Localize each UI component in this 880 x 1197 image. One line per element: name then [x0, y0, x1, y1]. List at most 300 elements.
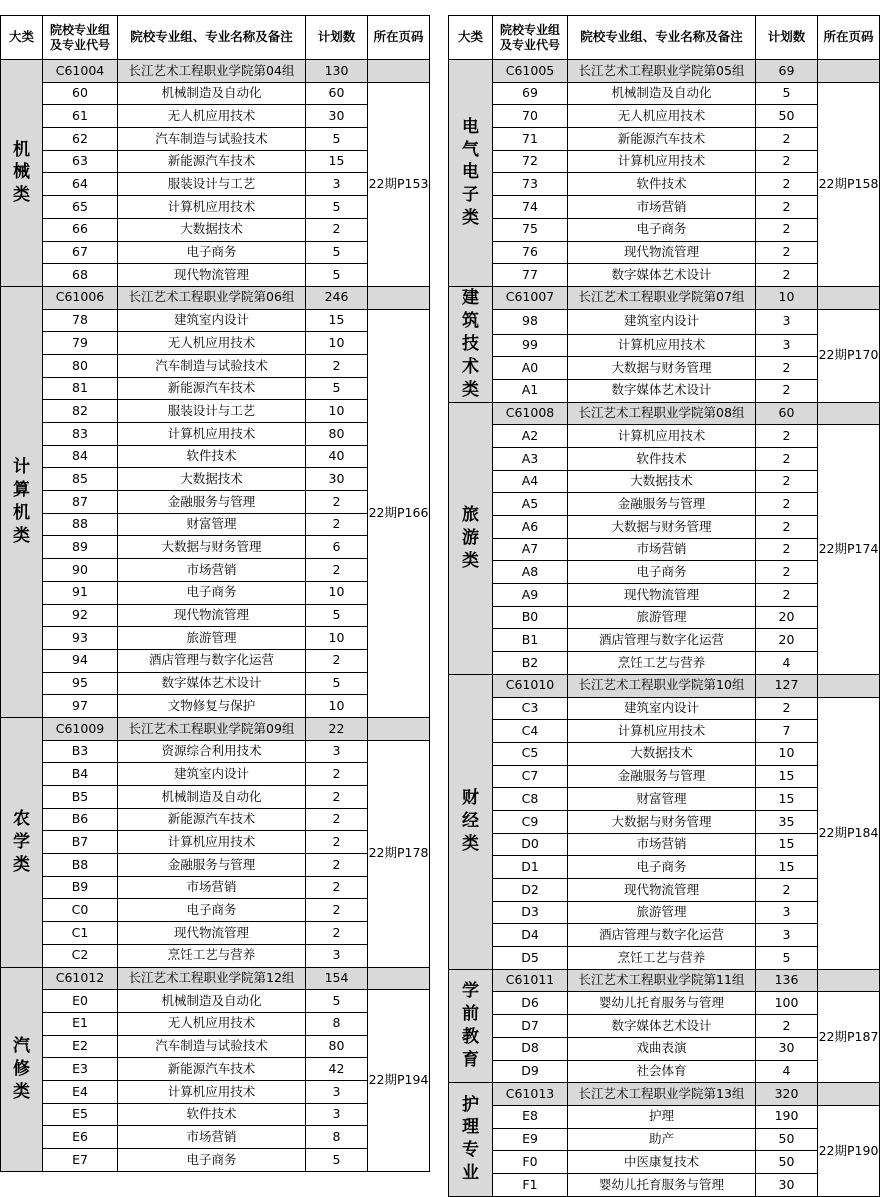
header-plan: 计划数 — [756, 16, 818, 60]
major-code: 92 — [43, 604, 118, 627]
table-row — [1, 105, 430, 128]
header-category: 大类 — [1, 16, 43, 60]
major-code: 76 — [493, 241, 568, 264]
table-row — [449, 765, 880, 788]
table-row — [1, 468, 430, 491]
major-name: 金融服务与管理 — [118, 854, 306, 877]
major-code: E1 — [43, 1012, 118, 1035]
major-name: 软件技术 — [568, 173, 756, 196]
major-name: 电子商务 — [568, 856, 756, 879]
major-plan: 2 — [756, 425, 818, 448]
table-row — [1, 581, 430, 604]
table-row — [1, 740, 430, 763]
major-name: 烹饪工艺与营养 — [568, 652, 756, 675]
major-name: 电子商务 — [118, 241, 306, 264]
category-char: 类 — [462, 550, 479, 571]
major-plan: 6 — [306, 536, 368, 559]
table-row — [1, 536, 430, 559]
header-group-code — [43, 16, 118, 60]
major-name: 新能源汽车技术 — [118, 808, 306, 831]
group-page-spacer — [818, 286, 880, 309]
table-row — [449, 561, 880, 584]
major-name: 服装设计与工艺 — [118, 173, 306, 196]
table-row — [1, 922, 430, 945]
table-row — [1, 672, 430, 695]
category-char: 机 — [13, 502, 30, 523]
group-row — [449, 674, 880, 697]
major-plan: 5 — [306, 377, 368, 400]
major-name: 电子商务 — [118, 1149, 306, 1172]
major-code: E9 — [493, 1128, 568, 1151]
table-row — [449, 810, 880, 833]
major-code: 91 — [43, 581, 118, 604]
major-name: 计算机应用技术 — [568, 150, 756, 173]
major-name: 财富管理 — [118, 513, 306, 536]
table-row — [449, 1151, 880, 1174]
header-row — [1, 16, 430, 60]
major-code: E6 — [43, 1126, 118, 1149]
table-row — [449, 606, 880, 629]
table-row — [449, 309, 880, 334]
table-row — [449, 1128, 880, 1151]
table-row — [1, 264, 430, 287]
major-name: 新能源汽车技术 — [118, 377, 306, 400]
group-plan: 136 — [756, 969, 818, 992]
header-group-code-line1: 院校专业组 — [499, 22, 560, 37]
major-plan: 5 — [306, 264, 368, 287]
major-name: 现代物流管理 — [568, 879, 756, 902]
major-plan: 50 — [756, 1151, 818, 1174]
group-name: 长江艺术工程职业学院第13组 — [568, 1083, 756, 1106]
major-plan: 4 — [756, 1060, 818, 1083]
category-cell — [449, 1083, 493, 1196]
major-name: 计算机应用技术 — [568, 334, 756, 357]
major-code: 70 — [493, 105, 568, 128]
major-code: B7 — [43, 831, 118, 854]
table-row — [449, 833, 880, 856]
page-reference: 22期P174 — [818, 425, 880, 675]
major-name: 计算机应用技术 — [118, 196, 306, 219]
table-row — [449, 105, 880, 128]
category-char: 业 — [462, 1163, 479, 1184]
major-code: B8 — [43, 854, 118, 877]
major-plan: 5 — [306, 128, 368, 151]
major-code: 89 — [43, 536, 118, 559]
table-row — [449, 1015, 880, 1038]
right-table-body — [449, 60, 880, 1197]
major-plan: 4 — [756, 652, 818, 675]
category-char: 游 — [462, 527, 479, 548]
major-name: 机械制造及自动化 — [118, 990, 306, 1013]
major-name: 新能源汽车技术 — [118, 150, 306, 173]
major-plan: 5 — [306, 990, 368, 1013]
major-name: 旅游管理 — [568, 606, 756, 629]
major-name: 电子商务 — [568, 218, 756, 241]
major-plan: 2 — [306, 649, 368, 672]
table-row — [449, 924, 880, 947]
category-cell — [449, 674, 493, 969]
table-row — [449, 470, 880, 493]
major-name: 建筑室内设计 — [118, 763, 306, 786]
category-char: 计 — [13, 457, 30, 478]
major-code: A0 — [493, 357, 568, 380]
major-plan: 80 — [306, 423, 368, 446]
major-plan: 2 — [756, 150, 818, 173]
major-name: 无人机应用技术 — [118, 332, 306, 355]
major-name: 市场营销 — [118, 1126, 306, 1149]
major-name: 现代物流管理 — [118, 922, 306, 945]
major-code: 75 — [493, 218, 568, 241]
group-page-spacer — [368, 286, 430, 309]
table-row — [1, 241, 430, 264]
major-code: 62 — [43, 128, 118, 151]
category-char: 筑 — [462, 310, 479, 331]
group-page-spacer — [818, 1083, 880, 1106]
major-plan: 15 — [306, 309, 368, 332]
category-char: 气 — [462, 139, 479, 160]
major-code: C4 — [493, 720, 568, 743]
table-row — [1, 332, 430, 355]
major-plan: 2 — [306, 786, 368, 809]
major-name: 酒店管理与数字化运营 — [568, 924, 756, 947]
table-row — [449, 128, 880, 151]
major-name: 汽车制造与试验技术 — [118, 128, 306, 151]
major-code: A6 — [493, 516, 568, 539]
major-name: 新能源汽车技术 — [118, 1058, 306, 1081]
table-row — [449, 720, 880, 743]
major-code: 63 — [43, 150, 118, 173]
major-name: 烹饪工艺与营养 — [118, 944, 306, 967]
table-row — [449, 1173, 880, 1196]
major-name: 酒店管理与数字化运营 — [118, 649, 306, 672]
major-plan: 2 — [756, 516, 818, 539]
table-row — [449, 516, 880, 539]
category-char: 财 — [462, 788, 479, 809]
table-row — [449, 1037, 880, 1060]
header-group-code-line2: 及专业代号 — [499, 37, 560, 52]
group-plan: 130 — [306, 60, 368, 83]
category-char: 汽 — [13, 1035, 30, 1056]
group-code: C61012 — [43, 967, 118, 990]
group-code: C61004 — [43, 60, 118, 83]
page-reference: 22期P158 — [818, 82, 880, 286]
table-row — [1, 513, 430, 536]
major-plan: 2 — [756, 561, 818, 584]
major-plan: 50 — [756, 105, 818, 128]
group-plan: 10 — [756, 286, 818, 309]
major-plan: 2 — [306, 922, 368, 945]
table-row — [1, 150, 430, 173]
major-code: A1 — [493, 379, 568, 402]
table-row — [1, 876, 430, 899]
major-code: D4 — [493, 924, 568, 947]
major-plan: 2 — [756, 218, 818, 241]
major-code: D2 — [493, 879, 568, 902]
table-row — [1, 944, 430, 967]
major-code: F1 — [493, 1173, 568, 1196]
major-plan: 3 — [306, 1080, 368, 1103]
major-name: 婴幼儿托育服务与管理 — [568, 1173, 756, 1196]
table-row — [1, 786, 430, 809]
major-code: A4 — [493, 470, 568, 493]
table-row — [1, 1058, 430, 1081]
major-plan: 42 — [306, 1058, 368, 1081]
table-row — [1, 649, 430, 672]
table-row — [449, 652, 880, 675]
major-name: 戏曲表演 — [568, 1037, 756, 1060]
major-plan: 2 — [756, 584, 818, 607]
table-row — [1, 1035, 430, 1058]
group-name: 长江艺术工程职业学院第09组 — [118, 717, 306, 740]
major-plan: 3 — [756, 901, 818, 924]
group-name: 长江艺术工程职业学院第10组 — [568, 674, 756, 697]
table-row — [1, 1126, 430, 1149]
major-code: B6 — [43, 808, 118, 831]
major-code: B9 — [43, 876, 118, 899]
major-plan: 2 — [756, 196, 818, 219]
major-code: 64 — [43, 173, 118, 196]
major-name: 市场营销 — [568, 538, 756, 561]
table-row — [449, 697, 880, 720]
major-code: D1 — [493, 856, 568, 879]
table-row — [1, 899, 430, 922]
major-plan: 50 — [756, 1128, 818, 1151]
header-name: 院校专业组、专业名称及备注 — [118, 16, 306, 60]
major-code: E2 — [43, 1035, 118, 1058]
table-row — [449, 856, 880, 879]
major-plan: 3 — [306, 1103, 368, 1126]
major-code: 93 — [43, 627, 118, 650]
major-plan: 10 — [306, 627, 368, 650]
category-char: 类 — [13, 1081, 30, 1102]
table-row — [1, 491, 430, 514]
table-row — [449, 1060, 880, 1083]
major-plan: 15 — [756, 856, 818, 879]
category-char: 子 — [462, 185, 479, 206]
table-row — [1, 854, 430, 877]
group-page-spacer — [368, 60, 430, 83]
major-code: C3 — [493, 697, 568, 720]
major-plan: 5 — [306, 196, 368, 219]
group-row — [449, 1083, 880, 1106]
major-code: 81 — [43, 377, 118, 400]
major-plan: 60 — [306, 82, 368, 105]
major-code: 97 — [43, 695, 118, 718]
major-code: A5 — [493, 493, 568, 516]
major-code: 85 — [43, 468, 118, 491]
category-char: 前 — [462, 1004, 479, 1025]
major-name: 计算机应用技术 — [118, 1080, 306, 1103]
page-reference: 22期P187 — [818, 992, 880, 1083]
category-char: 类 — [13, 185, 30, 206]
major-code: 77 — [493, 264, 568, 287]
major-code: A7 — [493, 538, 568, 561]
category-char: 电 — [462, 116, 479, 137]
major-code: 88 — [43, 513, 118, 536]
group-row — [1, 967, 430, 990]
category-char: 经 — [462, 811, 479, 832]
major-plan: 30 — [756, 1037, 818, 1060]
major-name: 计算机应用技术 — [118, 423, 306, 446]
page-reference: 22期P166 — [368, 309, 430, 717]
major-name: 数字媒体艺术设计 — [568, 1015, 756, 1038]
major-plan: 2 — [756, 128, 818, 151]
table-row — [449, 264, 880, 287]
page-reference: 22期P178 — [368, 740, 430, 967]
group-row — [449, 286, 880, 309]
category-char: 类 — [462, 208, 479, 229]
group-name: 长江艺术工程职业学院第12组 — [118, 967, 306, 990]
group-page-spacer — [818, 674, 880, 697]
major-code: C2 — [43, 944, 118, 967]
table-row — [449, 447, 880, 470]
group-page-spacer — [368, 717, 430, 740]
major-name: 无人机应用技术 — [118, 1012, 306, 1035]
major-name: 电子商务 — [118, 899, 306, 922]
major-name: 电子商务 — [118, 581, 306, 604]
category-char: 学 — [13, 831, 30, 852]
header-page: 所在页码 — [818, 16, 880, 60]
major-code: D9 — [493, 1060, 568, 1083]
major-plan: 10 — [306, 332, 368, 355]
group-code: C61007 — [493, 286, 568, 309]
major-plan: 5 — [306, 604, 368, 627]
major-plan: 40 — [306, 445, 368, 468]
table-row — [1, 1103, 430, 1126]
major-plan: 3 — [306, 173, 368, 196]
major-name: 服装设计与工艺 — [118, 400, 306, 423]
table-row — [1, 354, 430, 377]
major-name: 无人机应用技术 — [118, 105, 306, 128]
major-code: 79 — [43, 332, 118, 355]
major-plan: 15 — [756, 788, 818, 811]
major-plan: 2 — [756, 447, 818, 470]
major-name: 软件技术 — [568, 447, 756, 470]
group-code: C61006 — [43, 286, 118, 309]
table-row — [449, 947, 880, 970]
table-row — [1, 1080, 430, 1103]
table-row — [449, 425, 880, 448]
category-char: 理 — [462, 1117, 479, 1138]
major-name: 计算机应用技术 — [118, 831, 306, 854]
group-plan: 320 — [756, 1083, 818, 1106]
major-plan: 30 — [306, 468, 368, 491]
group-page-spacer — [818, 402, 880, 425]
major-plan: 2 — [306, 491, 368, 514]
group-code: C61009 — [43, 717, 118, 740]
major-code: 66 — [43, 218, 118, 241]
category-cell — [449, 402, 493, 674]
major-code: A9 — [493, 584, 568, 607]
table-row — [1, 196, 430, 219]
table-row — [449, 150, 880, 173]
category-cell — [449, 286, 493, 402]
major-code: 80 — [43, 354, 118, 377]
major-plan: 8 — [306, 1126, 368, 1149]
category-cell — [449, 60, 493, 287]
major-name: 旅游管理 — [568, 901, 756, 924]
major-code: 61 — [43, 105, 118, 128]
major-name: 现代物流管理 — [118, 264, 306, 287]
major-name: 大数据与财务管理 — [568, 357, 756, 380]
table-row — [1, 627, 430, 650]
major-code: B5 — [43, 786, 118, 809]
table-row — [449, 788, 880, 811]
table-row — [449, 493, 880, 516]
major-name: 电子商务 — [568, 561, 756, 584]
header-name: 院校专业组、专业名称及备注 — [568, 16, 756, 60]
major-name: 金融服务与管理 — [568, 765, 756, 788]
major-name: 市场营销 — [568, 196, 756, 219]
major-name: 助产 — [568, 1128, 756, 1151]
major-plan: 3 — [756, 334, 818, 357]
major-plan: 100 — [756, 992, 818, 1015]
category-char: 农 — [13, 808, 30, 829]
group-name: 长江艺术工程职业学院第06组 — [118, 286, 306, 309]
category-char: 类 — [462, 834, 479, 855]
major-plan: 20 — [756, 629, 818, 652]
major-code: E3 — [43, 1058, 118, 1081]
table-row — [449, 241, 880, 264]
major-name: 现代物流管理 — [568, 241, 756, 264]
major-code: 90 — [43, 559, 118, 582]
category-char: 术 — [462, 356, 479, 377]
major-name: 酒店管理与数字化运营 — [568, 629, 756, 652]
category-cell — [1, 60, 43, 287]
major-plan: 2 — [756, 173, 818, 196]
group-name: 长江艺术工程职业学院第11组 — [568, 969, 756, 992]
group-code: C61008 — [493, 402, 568, 425]
category-char: 技 — [462, 333, 479, 354]
major-name: 计算机应用技术 — [568, 425, 756, 448]
major-code: C9 — [493, 810, 568, 833]
major-code: 98 — [493, 309, 568, 334]
major-code: B1 — [493, 629, 568, 652]
category-char: 械 — [13, 162, 30, 183]
category-cell — [1, 717, 43, 967]
major-plan: 20 — [756, 606, 818, 629]
major-name: 软件技术 — [118, 1103, 306, 1126]
major-code: C1 — [43, 922, 118, 945]
major-code: D8 — [493, 1037, 568, 1060]
table-row — [1, 763, 430, 786]
major-name: 机械制造及自动化 — [118, 82, 306, 105]
table-row — [449, 357, 880, 380]
major-name: 大数据与财务管理 — [118, 536, 306, 559]
major-name: 大数据技术 — [118, 218, 306, 241]
major-plan: 2 — [756, 241, 818, 264]
group-page-spacer — [368, 967, 430, 990]
header-group-code-line1: 院校专业组 — [49, 22, 110, 37]
major-code: 74 — [493, 196, 568, 219]
table-row — [449, 196, 880, 219]
major-name: 大数据与财务管理 — [568, 810, 756, 833]
major-code: B4 — [43, 763, 118, 786]
major-code: A3 — [493, 447, 568, 470]
category-char: 机 — [13, 139, 30, 160]
page-reference: 22期P190 — [818, 1105, 880, 1196]
group-plan: 22 — [306, 717, 368, 740]
major-code: B3 — [43, 740, 118, 763]
group-page-spacer — [818, 60, 880, 83]
major-code: E7 — [43, 1149, 118, 1172]
major-plan: 5 — [306, 672, 368, 695]
major-plan: 2 — [306, 354, 368, 377]
major-name: 大数据技术 — [118, 468, 306, 491]
major-plan: 2 — [756, 493, 818, 516]
major-code: 83 — [43, 423, 118, 446]
major-plan: 5 — [306, 241, 368, 264]
